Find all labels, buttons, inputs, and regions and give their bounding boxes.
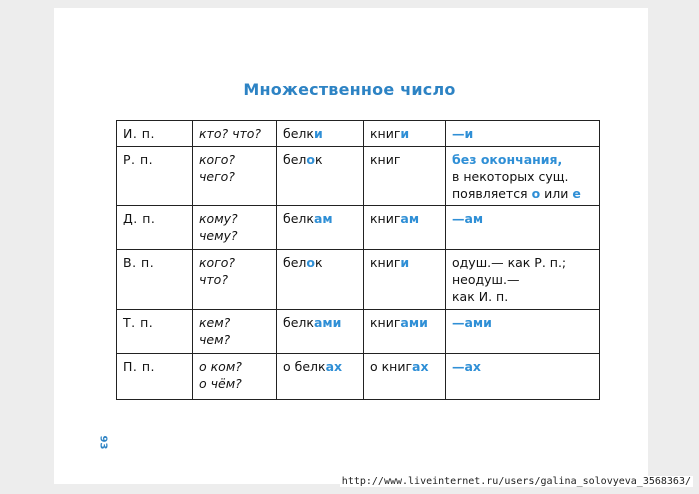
table-row — [117, 147, 600, 206]
ending-highlight: и — [400, 255, 410, 270]
ending-note — [446, 354, 600, 400]
case-name: П. п. — [117, 354, 193, 400]
question-line: кому? — [199, 211, 238, 226]
word-belka — [277, 206, 364, 250]
ending-highlight: ами — [400, 315, 428, 330]
ending-note — [446, 121, 600, 147]
note-text: одуш.— как Р. п.; — [452, 255, 567, 270]
page-title: Множественное число — [243, 80, 456, 99]
table-row — [117, 354, 600, 400]
word-stem: книг — [370, 211, 401, 226]
word-stem: к — [314, 152, 323, 167]
case-name: Д. п. — [117, 206, 193, 250]
word-belka — [277, 250, 364, 310]
ending-highlight: о — [306, 152, 315, 167]
question-line: о чём? — [199, 376, 242, 391]
ending-line — [452, 288, 594, 305]
note-text: как И. п. — [452, 289, 509, 304]
question-line: кто? что? — [199, 126, 262, 141]
word-stem: белк — [283, 211, 314, 226]
ending-highlight: е — [572, 186, 581, 201]
word-stem: о белк — [283, 359, 326, 374]
word-belka — [277, 121, 364, 147]
word-kniga — [364, 206, 446, 250]
ending-highlight: о — [531, 186, 541, 201]
word-kniga — [364, 354, 446, 400]
case-name: Т. п. — [117, 310, 193, 354]
case-name: И. п. — [117, 121, 193, 147]
ending-highlight: —ам — [452, 211, 484, 226]
table-row — [117, 310, 600, 354]
ending-note — [446, 250, 600, 310]
word-stem: бел — [283, 152, 307, 167]
ending-highlight: —и — [452, 126, 474, 141]
word-kniga — [364, 147, 446, 206]
word-stem: книг — [370, 152, 401, 167]
question-line: чему? — [199, 228, 238, 243]
ending-note — [446, 147, 600, 206]
note-text: появляется — [452, 186, 532, 201]
table-row — [117, 250, 600, 310]
question-line: кем? — [199, 315, 231, 330]
ending-line — [452, 151, 594, 168]
case-questions — [193, 206, 277, 250]
ending-line — [452, 185, 594, 202]
word-stem: о книг — [370, 359, 413, 374]
ending-highlight: —ах — [452, 359, 481, 374]
word-kniga — [364, 250, 446, 310]
case-questions — [193, 354, 277, 400]
ending-highlight: о — [306, 255, 315, 270]
ending-highlight: ах — [325, 359, 343, 374]
question-line: о ком? — [199, 359, 242, 374]
word-kniga — [364, 310, 446, 354]
word-stem: книг — [370, 126, 401, 141]
ending-highlight: —ами — [452, 315, 492, 330]
case-questions — [193, 310, 277, 354]
ending-line — [452, 125, 594, 142]
ending-highlight: ами — [313, 315, 342, 330]
word-stem: книг — [370, 255, 401, 270]
ending-highlight: и — [313, 126, 323, 141]
case-name: В. п. — [117, 250, 193, 310]
word-belka — [277, 354, 364, 400]
page-number: 93 — [97, 435, 109, 450]
word-belka — [277, 147, 364, 206]
ending-note — [446, 206, 600, 250]
ending-highlight: ам — [313, 211, 333, 226]
ending-highlight: ам — [400, 211, 420, 226]
question-line: кого? — [199, 255, 236, 270]
note-text: неодуш.— — [452, 272, 520, 287]
note-text: в некоторых сущ. — [452, 169, 569, 184]
word-stem: белк — [283, 315, 314, 330]
word-stem: белк — [283, 126, 314, 141]
case-questions — [193, 121, 277, 147]
declension-table — [116, 120, 600, 400]
ending-highlight: без окончания, — [452, 152, 563, 167]
ending-line — [452, 254, 594, 271]
ending-highlight: и — [400, 126, 410, 141]
ending-note — [446, 310, 600, 354]
ending-line — [452, 314, 594, 331]
table-row — [117, 206, 600, 250]
ending-line — [452, 358, 594, 375]
question-line: чего? — [199, 169, 235, 184]
word-stem: бел — [283, 255, 307, 270]
question-line: чем? — [199, 332, 231, 347]
ending-line — [452, 271, 594, 288]
word-kniga — [364, 121, 446, 147]
case-questions — [193, 147, 277, 206]
note-text: или — [540, 186, 573, 201]
ending-line — [452, 168, 594, 185]
word-belka — [277, 310, 364, 354]
case-questions — [193, 250, 277, 310]
ending-highlight: ах — [412, 359, 429, 374]
table-row — [117, 121, 600, 147]
word-stem: к — [314, 255, 323, 270]
question-line: кого? — [199, 152, 236, 167]
question-line: что? — [199, 272, 228, 287]
case-name: Р. п. — [117, 147, 193, 206]
word-stem: книг — [370, 315, 401, 330]
ending-line — [452, 210, 594, 227]
watermark-url[interactable]: http://www.liveinternet.ru/users/galina_solovyeva_3568363/ — [341, 476, 691, 487]
